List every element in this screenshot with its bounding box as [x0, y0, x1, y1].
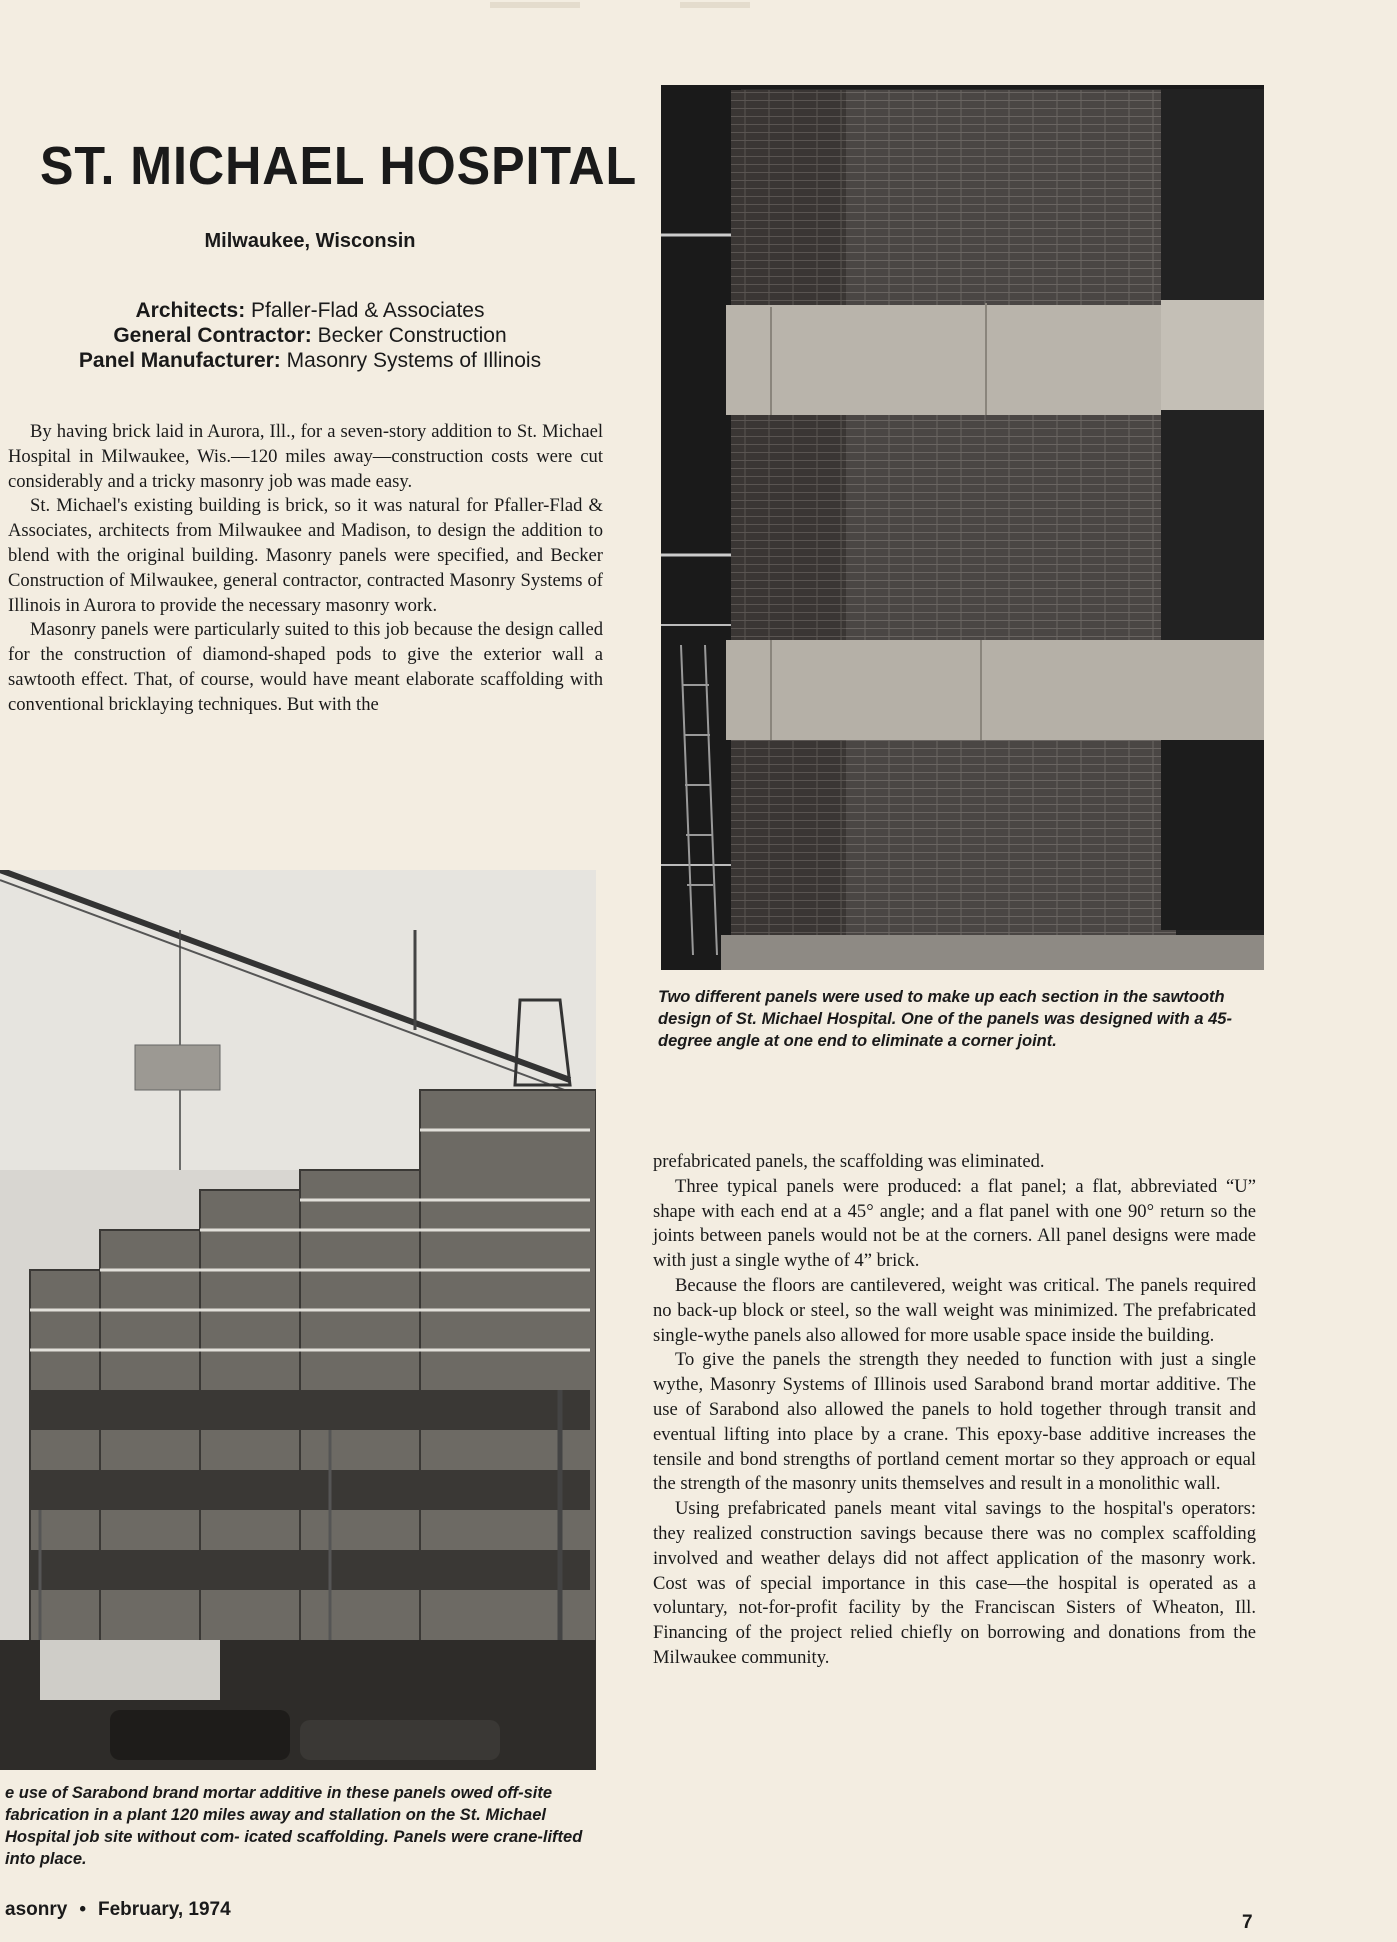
article-location: Milwaukee, Wisconsin	[204, 230, 416, 252]
paragraph: Three typical panels were produced: a flat panel; a flat, abbreviated “U” shape with each end at a 45° angle; and a flat panel with one 90° return so the joints between panels would not be at the corners. All panel designs were made with just a single wythe of 4” brick.	[653, 1175, 1256, 1272]
body-column-left	[8, 420, 603, 718]
paragraph: Using prefabricated panels meant vital savings to the hospital's operators: they realized construction savings because there was no complex scaffolding involved and weather delays did not affect application of the masonry work. Cost was of special importance in this case—the hospital is operated as a voluntary, not-for-profit facility by the Franciscan Sisters of Wheaton, Ill. Financing of the project relied chiefly on borrowing and donations from the Milwaukee community.	[653, 1498, 1256, 1668]
footer-publication: asonry	[5, 1899, 68, 1920]
paragraph: St. Michael's existing building is brick, so it was natural for Pfaller-Flad & Associates, architects from Milwaukee and Madison, to design the addition to blend with the original building. Masonry panels were specified, and Becker Construction of Milwaukee, general contractor, contracted Masonry Systems of Illinois in Aurora to provide the necessary masonry work.	[8, 495, 603, 616]
photo-brick-facade	[661, 85, 1264, 970]
caption-crane-photo: e use of Sarabond brand mortar additive in these panels owed off-site fabrication in a plant 120 miles away and stallation on the St. Michael Hospital job site without com- icated scaffolding. Panels were crane-lifted into place.	[5, 1784, 583, 1868]
paragraph: By having brick laid in Aurora, Ill., for a seven-story addition to St. Michael Hospital in Milwaukee, Wis.—120 miles away—construction costs were cut considerably and a tricky masonry job was made easy.	[8, 421, 603, 492]
bleed-through-mark	[480, 0, 880, 12]
footer-publication-line	[5, 1899, 231, 1921]
credit-architects: Architects: Pfaller-Flad & Associates	[135, 299, 485, 322]
credit-panel-manufacturer: Panel Manufacturer: Masonry Systems of Illinois	[78, 349, 542, 372]
credit-general-contractor: General Contractor: Becker Construction	[113, 324, 507, 347]
footer-date: February, 1974	[97, 1899, 231, 1920]
photo-construction-crane	[0, 870, 596, 1770]
article-title: ST. MICHAEL HOSPITAL	[40, 136, 638, 196]
paragraph: prefabricated panels, the scaffolding was eliminated.	[653, 1151, 1045, 1172]
footer-separator: •	[79, 1899, 86, 1920]
paragraph: Because the floors are cantilevered, weight was critical. The panels required no back-up block or steel, so the wall weight was minimized. The prefabricated single-wythe panels also allowed for more usable space inside the building.	[653, 1274, 1256, 1346]
page-number: 7	[1242, 1912, 1253, 1933]
paragraph: To give the panels the strength they needed to function with just a single wythe, Masonry Systems of Illinois used Sarabond brand mortar additive. The use of Sarabond also allowed the panels to hold together through transit and eventual lifting into place by a crane. This epoxy-base additive increases the tensile and bond strengths of portland cement mortar so they approach or equal the strength of the masonry units themselves and result in a monolithic wall.	[653, 1349, 1256, 1495]
credits-block	[20, 298, 600, 373]
paragraph: Masonry panels were particularly suited to this job because the design called for the construction of diamond-shaped pods to give the exterior wall a sawtooth effect. That, of course, would have meant elaborate scaffolding with conventional bricklaying techniques. But with the	[8, 619, 603, 715]
caption-facade-photo: Two different panels were used to make up each section in the sawtooth design of St. Michael Hospital. One of the panels was designed with a 45-degree angle at one end to eliminate a corner joint.	[658, 988, 1232, 1050]
body-column-right	[653, 1150, 1256, 1671]
